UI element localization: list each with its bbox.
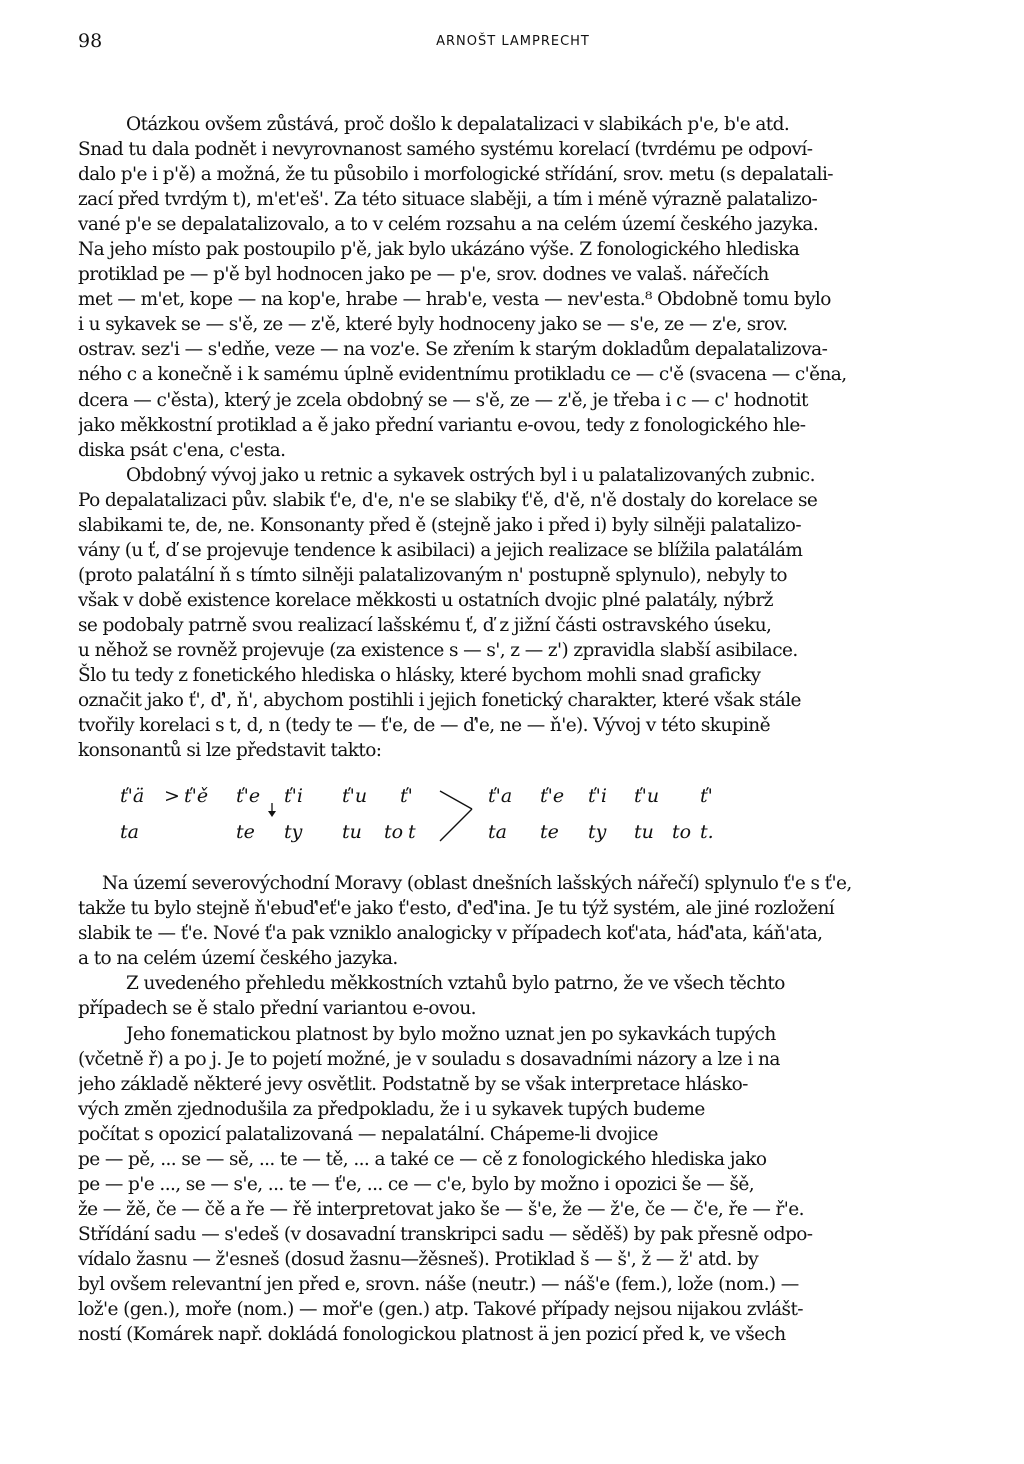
text-line: Na území severovýchodní Moravy (oblast dnešních lašských nářečí) splynulo ť'e s ť'e, bbox=[102, 873, 852, 895]
diagram-merge-bracket bbox=[438, 777, 478, 857]
text-line: takže tu bylo stejně ň'ebuď'eť'e jako ť'esto, ď'eď'ina. Je tu týž systém, ale jiné rozložení bbox=[78, 898, 835, 920]
text-line: (včetně ř) a po j. Je to pojetí možné, je v souladu s dosavadními názory a lze i na bbox=[78, 1048, 780, 1070]
text-line: že — žě, če — čě a ře — řě interpretovat jako še — š'e, že — ž'e, če — č'e, ře — ř'e. bbox=[78, 1198, 804, 1220]
text-line: protiklad pe — p'ě byl hodnocen jako pe — p'e, srov. dodnes ve valaš. nářečích bbox=[78, 264, 769, 286]
text-line: diska psát c'ena, c'esta. bbox=[78, 439, 286, 461]
text-line: Jeho fonematickou platnost by bylo možno uznat jen po sykavkách tupých bbox=[126, 1023, 776, 1045]
text-line: jeho základě některé jevy osvětlit. Podstatně by se však interpretace hlásko- bbox=[78, 1073, 748, 1095]
development-diagram bbox=[78, 777, 948, 865]
diagram-right-bottom-3: ty bbox=[588, 821, 607, 844]
paragraph-1 bbox=[78, 112, 948, 463]
text-line: pe — pě, ... se — sě, ... te — tě, ... a také ce — cě z fonologického hlediska jako bbox=[78, 1148, 767, 1170]
diagram-down-arrow-icon bbox=[266, 803, 278, 819]
text-line: dcera — c'ěsta), který je zcela obdobný se — s'ě, ze — z'ě, je třeba i c — c' hodnotit bbox=[78, 389, 808, 411]
text-line: jako měkkostní protiklad a ě jako přední variantu e-ovou, tedy z fonologického hle- bbox=[78, 414, 806, 436]
text-line: Snad tu dala podnět i nevyrovnanost samého systému korelací (tvrdému pe odpoví- bbox=[78, 139, 813, 161]
diagram-greater-than: > bbox=[164, 785, 180, 808]
page bbox=[78, 30, 948, 1450]
text-line: Šlo tu tedy z fonetického hlediska o hlásky, které bychom mohli snad graficky bbox=[78, 665, 761, 687]
text-line: ností (Komárek např. dokládá fonologickou platnost ä jen pozicí před k, ve všech bbox=[78, 1324, 786, 1346]
paragraph-2 bbox=[78, 463, 948, 764]
page-number: 98 bbox=[78, 30, 103, 52]
text-line: případech se ě stalo přední variantou e-ovou. bbox=[78, 998, 476, 1020]
diagram-left-top-1: ť'ä bbox=[120, 785, 145, 808]
text-line: pe — p'e ..., se — s'e, ... te — ť'e, ... ce — c'e, bylo by možno i opozici še — šě, bbox=[78, 1173, 754, 1195]
text-line: Na jeho místo pak postoupilo p'ě, jak bylo ukázáno výše. Z fonologického hlediska bbox=[78, 239, 800, 261]
text-line: tvořily korelaci s t, d, n (tedy te — ť'e, de — ď'e, ne — ň'e). Vývoj v této skupině bbox=[78, 715, 770, 737]
diagram-right-top-3: ť'i bbox=[588, 785, 607, 808]
text-line: dalo p'e i p'ě) a možná, že tu působilo i morfologické střídání, srov. metu (s depalatali- bbox=[78, 164, 833, 186]
text-line: Z uvedeného přehledu měkkostních vztahů bylo patrno, že ve všech těchto bbox=[126, 973, 785, 995]
text-line: lož'e (gen.), moře (nom.) — moř'e (gen.) atp. Takové případy nejsou nijakou zvlášt- bbox=[78, 1299, 803, 1321]
diagram-right-bottom-6: t. bbox=[700, 821, 714, 844]
diagram-right-bottom-2: te bbox=[540, 821, 559, 844]
diagram-left-bottom-2: te bbox=[236, 821, 255, 844]
text-line: ostrav. sez'i — s'edňe, veze — na voz'e. Se zřením k starým dokladům depalatalizova- bbox=[78, 339, 828, 361]
text-line: byl ovšem relevantní jen před e, srovn. náše (neutr.) — náš'e (fem.), lože (nom.) — bbox=[78, 1273, 799, 1295]
diagram-left-bottom-6: t bbox=[408, 821, 416, 844]
running-head bbox=[78, 30, 948, 70]
text-line: Otázkou ovšem zůstává, proč došlo k depalatalizaci v slabikách p'e, b'e atd. bbox=[126, 114, 790, 135]
text-line: u něhož se rovněž projevuje (za existence s — s', z — z') zpravidla slabší asibilace. bbox=[78, 639, 798, 661]
text-line: vých změn zjednodušila za předpokladu, že i u sykavek tupých budeme bbox=[78, 1098, 705, 1120]
diagram-right-top-5: ť' bbox=[700, 785, 713, 808]
text-line: se podobaly patrně svou realizací lašskému ť, ď z jižní části ostravského úseku, bbox=[78, 614, 772, 636]
text-line: i u sykavek se — s'ě, ze — z'ě, které byly hodnoceny jako se — s'e, ze — z'e, srov. bbox=[78, 314, 788, 336]
diagram-left-bottom-4: tu bbox=[342, 821, 362, 844]
diagram-left-bottom-5: to bbox=[384, 821, 404, 844]
paragraph-4 bbox=[78, 971, 948, 1021]
text-line: označit jako ť', ď', ň', abychom postihli i jejich fonetický charakter, které však stále bbox=[78, 690, 801, 712]
diagram-left-top-3: ť'e bbox=[236, 785, 261, 808]
text-line: slabikami te, de, ne. Konsonanty před ě (stejně jako i před i) byly silněji palatalizo- bbox=[78, 514, 801, 536]
diagram-left-top-2: ť'ě bbox=[184, 785, 209, 808]
text-line: slabik te — ť'e. Nové ť'a pak vzniklo analogicky v případech koť'ata, háď'ata, káň'ata, bbox=[78, 923, 823, 945]
body-text bbox=[78, 112, 948, 1347]
text-line: (proto palatální ň s tímto silněji palatalizovaným n' postupně splynulo), nebyly to bbox=[78, 564, 787, 586]
paragraph-5 bbox=[78, 1022, 948, 1348]
running-head-author: ARNOŠT LAMPRECHT bbox=[436, 34, 590, 49]
diagram-left-top-6: ť' bbox=[400, 785, 413, 808]
diagram-left-bottom-3: ty bbox=[284, 821, 303, 844]
text-line: konsonantů si lze představit takto: bbox=[78, 740, 382, 762]
diagram-right-bottom-5: to bbox=[672, 821, 692, 844]
text-line: a to na celém území českého jazyka. bbox=[78, 948, 398, 970]
diagram-left-top-5: ť'u bbox=[342, 785, 368, 808]
text-line: Obdobný vývoj jako u retnic a sykavek ostrých byl i u palatalizovaných zubnic. bbox=[126, 464, 815, 486]
diagram-right-bottom-1: ta bbox=[488, 821, 507, 844]
diagram-right-bottom-4: tu bbox=[634, 821, 654, 844]
text-line: vané p'e se depalatalizovalo, a to v celém rozsahu a na celém území českého jazyka. bbox=[78, 214, 819, 236]
paragraph-3 bbox=[78, 871, 948, 971]
text-line: vány (u ť, ď se projevuje tendence k asibilaci) a jejich realizace se blížila palatálám bbox=[78, 539, 803, 561]
text-line: met — m'et, kope — na kop'e, hrabe — hrab'e, vesta — nev'esta.⁸ Obdobně tomu bylo bbox=[78, 289, 831, 311]
diagram-left-top-4: ť'i bbox=[284, 785, 303, 808]
text-line: počítat s opozicí palatalizovaná — nepalatální. Chápeme-li dvojice bbox=[78, 1123, 658, 1145]
diagram-right-top-1: ť'a bbox=[488, 785, 513, 808]
text-line: vídalo žasnu — ž'esneš (dosud žasnu—žěsneš). Protiklad š — š', ž — ž' atd. by bbox=[78, 1248, 759, 1270]
text-line: Po depalatalizaci pův. slabik ť'e, d'e, n'e se slabiky ť'ě, d'ě, n'ě dostaly do korelace se bbox=[78, 489, 818, 511]
text-line: však v době existence korelace měkkosti u ostatních dvojic plné palatály, nýbrž bbox=[78, 589, 773, 611]
text-line: zací před tvrdým t), m'et'eš'. Za této situace slaběji, a tím i méně výrazně palatalizo- bbox=[78, 189, 818, 211]
diagram-right-top-4: ť'u bbox=[634, 785, 660, 808]
diagram-right-top-2: ť'e bbox=[540, 785, 565, 808]
text-line: Střídání sadu — s'edeš (v dosavadní transkripci sadu — sěděš) by pak přesně odpo- bbox=[78, 1223, 813, 1245]
text-line: ného c a konečně i k samému úplně evidentnímu protikladu ce — c'ě (svacena — c'ěna, bbox=[78, 364, 847, 386]
diagram-left-bottom-1: ta bbox=[120, 821, 139, 844]
